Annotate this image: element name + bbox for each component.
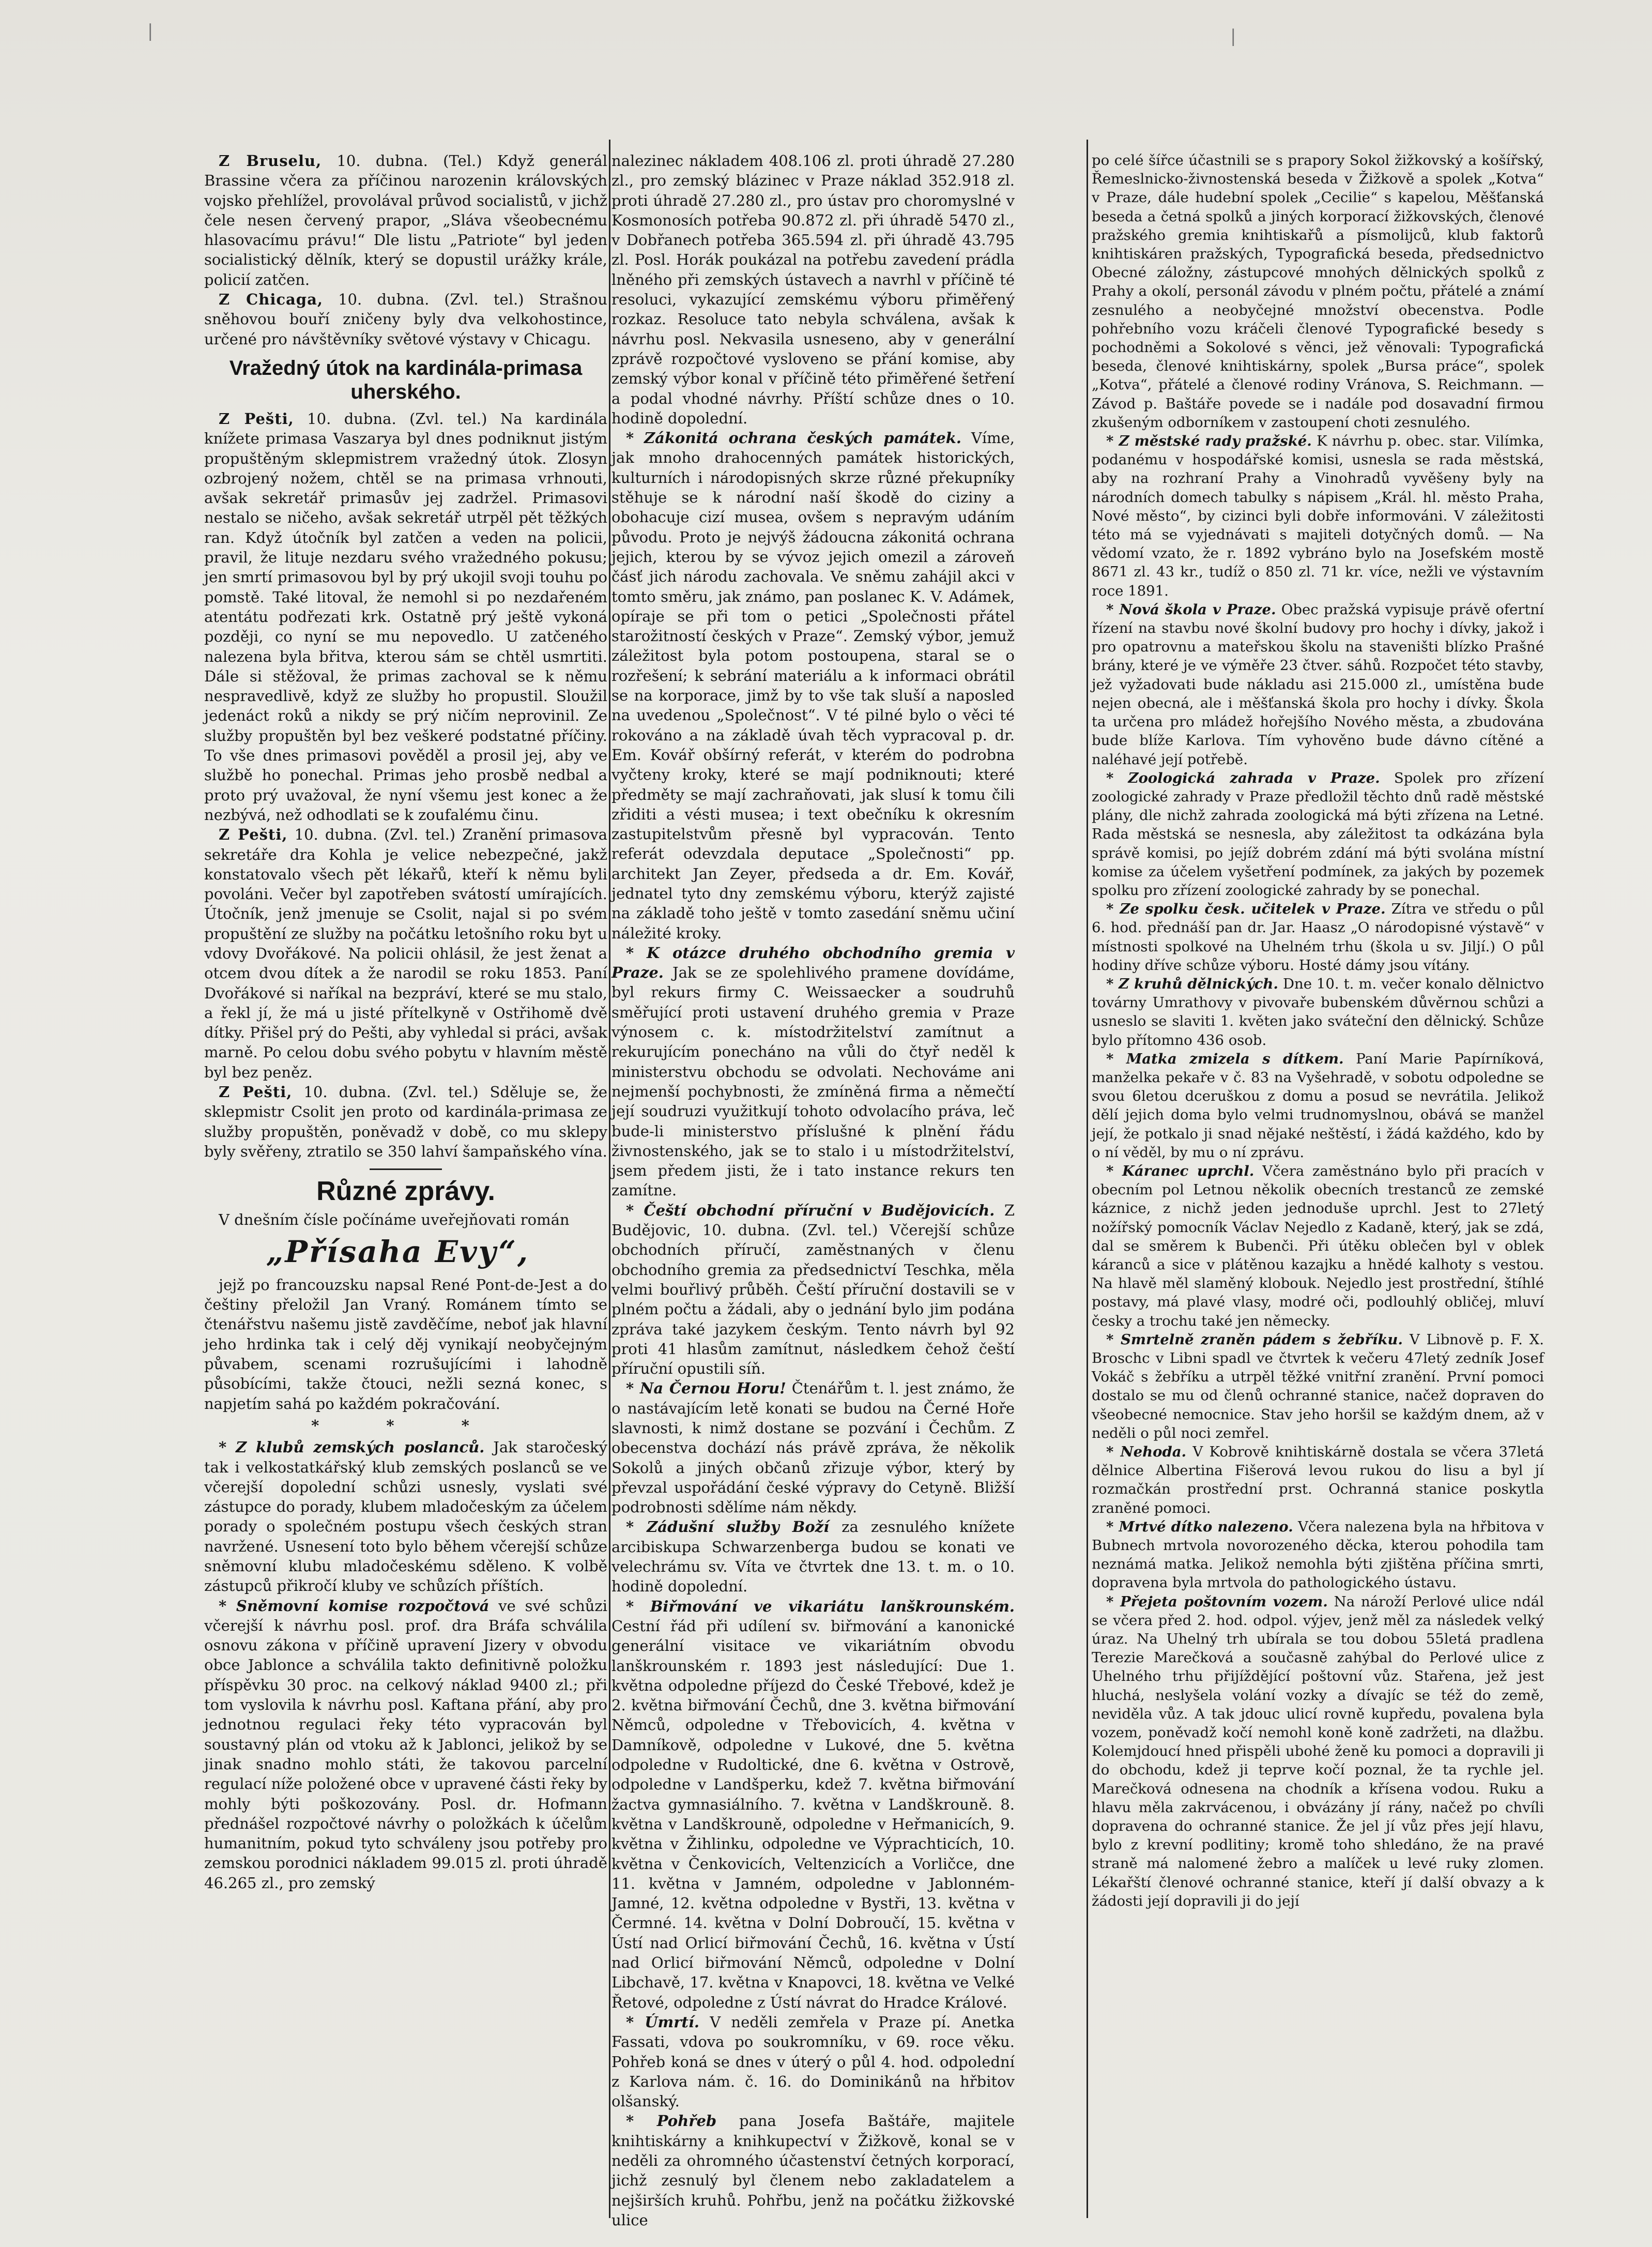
dispatch-text: 10. dubna. (Tel.) Když generál Brassine včera za příčinou narozenin královských vojsko přehlížel, provolával průvod socialistů, v jichž čele nesen červený prapor, „Sláva všeobecnému hlasovacímu právu!“ Dle listu „Patriote“ byl jeden socialistický dělník, který se dopustil urážky krále, policií zatčen. bbox=[204, 152, 607, 289]
news-heading: * K otázce druhého obchodního gremia v Praze. bbox=[611, 944, 1015, 982]
news-text: K návrhu p. obec. star. Vilímka, podanému v hospodářské komisi, usnesla se rada městská, aby na rozhraní Prahy a Vinohradů vyvěšeny byly na národních domech tabulky s nápisem „Král. hl. město Praha, Nové město“, by cizinci byli dobře informováni. V záležitosti této má se vyjednávati s majiteli dotyčných domů. — Na vědomí vzato, že r. 1892 vybráno bylo na Josefském mostě 8671 zl. 43 kr., tudíž o 850 zl. 71 kr. více, nežli ve výstavním roce 1891. bbox=[1092, 433, 1544, 599]
dispatch bbox=[204, 825, 607, 1082]
news-heading: * Přejeta poštovním vozem. bbox=[1106, 1593, 1328, 1610]
news-heading: * Čeští obchodní příruční v Budějovicích. bbox=[626, 1201, 995, 1219]
news-text: Cestní řád při udílení sv. biřmování a kanonické generální visitace ve vikariátním obvodu lanškrounském r. 1893 jest následující: Due 1. května odpoledne příjezd do České Třebové, kdež je 2. května biřmování Čechů, dne 3. května biřmování Němců, odpoledne v Třebovicích, 4. května v Damníkově, odpoledne v Lukové, dne 5. května odpoledne v Rudoltické, dne 6. května v Ostrově, odpoledne v Landšperku, kdež 7. května biřmování žactva gymnasiálního. 7. května v Landškrouně. 8. května v Landškrouně, odpoledne v Heřmanicích, 9. května v Žihlinku, odpoledne ve Výprachticích, 10. května v Čenkovicích, Veltenzicích a Vorličce, dne 11. května v Jamném, odpoledne v Jablonném-Jamné, 12. května odpoledne v Bystři, 13. května v Čermné. 14. května v Dolní Dobroučí, 15. května v Ústí nad Orlicí biřmování Čechů, 16. května v Ústí nad Orlicí biřmování Němců, odpoledne v Dolní Libchavě, 17. května v Knapovci, 18. května ve Velké Řetové, odpoledne z Ústí návrat do Hradce Králové. bbox=[611, 1617, 1015, 2011]
news-text: Spolek pro zřízení zoologické zahrady v Praze předložil těchto dnů radě městské plány, dle nichž zahrada zoologická má býti zřízena na Letné. Rada městská se nesnesla, aby záležitost ta odkázána byla správě komisi, po jejíž dobrém zdání má býti svolána místní komise za účelem vyšetření podmínek, za jakých by pozemek spolku pro zřízení zoologické zahrady by se ponechal. bbox=[1092, 769, 1544, 899]
news-text: pana Josefa Baštáře, majitele knihtiskárny a knihkupectví v Žižkově, konal se v neděli za ohromného účastenství četných korporací, jichž zesnulý byl členem nebo zakladatelem a nejširších kruhů. Pohřbu, jenž na počátku žižkovské ulice bbox=[611, 2112, 1015, 2229]
dispatch-dateline: Z Pešti, bbox=[219, 1083, 293, 1101]
news-item bbox=[1092, 1330, 1544, 1443]
news-text: Včera nalezena byla na hřbitova v Bubnech mrtvola novorozeného děcka, kterou pohodila tam neznámá matka. Jelikož nemohla býti zjištěna příčina smrti, dopravena byla mrtvola do pathologického ústavu. bbox=[1092, 1518, 1544, 1591]
news-heading: * Zoologická zahrada v Praze. bbox=[1106, 769, 1380, 786]
news-text: za zesnulého knížete arcibiskupa Schwarzenberga budou se konati ve velechrámu sv. Víta ve čtvrtek dne 13. t. m. o 10. hodině dopolední. bbox=[611, 1518, 1015, 1596]
news-item bbox=[611, 2012, 1015, 2111]
news-text: Na nároží Perlové ulice ndál se včera před 2. hod. odpol. výjev, jenž měl za následek velký úraz. Na Uhelný trh ubírala se tou dobou 55letá pradlena Terezie Marečková a současně zahýbal do Perlové ulice z Uhelného trhu přijíždějící poštovní vůz. Stařena, jež jest hluchá, neslyšela volání vozky a dívajíc se též do země, neviděla vůz. A tak jdouc ulicí rovně kupředu, povalena byla vozem, poněvadž kočí nemohl koně koně zadržeti, na dlažbu. Kolemjdoucí hned přispěli ubohé ženě ku pomoci a dopravili ji do obchodu, kdež ji teprve kočí poznal, že ta rychle jel. Marečková odnesena na chodník a křísena vodou. Ruku a hlavu měla zakrvácenou, i obvázány jí rány, načež po chvíli dopravena do ochranné stanice. Že jel jí vůz přes její hlavu, bylo z krevní podlitiny; kromě toho shledáno, že na pravé straně má nalomené žebro a malíček u levé ruky zlomen. Lékařští členové ochranné stanice, kteří jí další obvazy a k žádosti její dopravili ji do její bbox=[1092, 1593, 1544, 1909]
news-item bbox=[611, 1517, 1015, 1596]
news-heading: * Mrtvé dítko nalezeno. bbox=[1106, 1518, 1293, 1535]
continued-text: po celé šířce účastnili se s prapory Sokol žižkovský a košířský, Řemeslnicko-živnostenská beseda v Žižkově a spolek „Kotva“ v Praze, dále hudební spolek „Cecilie“ s kapelou, Měšťanská beseda a četná spolků a jiných korporací žižkovských, členové pražského gremia knihtiskařů a písmolijců, klub faktorů knihtiskáren pražských, Typografická beseda, předsednictvo Obecné záložny, zástupcové mnohých dělnických spolků z Prahy a okolí, personál závodu v plném počtu, přátelé a známí zesnulého a neobyčejné množství obecenstva. Podle pohřebního vozu kráčeli členové Typografické besedy s pochodněmi a Sokolové s věnci, jež věnovali: Typografická beseda, členové knihtiskárny, spolek „Bursa práce“, spolek „Kotva“, přátelé a členové rodiny Vránova, S. Reichmann. — Závod p. Baštáře povede se i nadále pod dosavadní firmou zkušeným odborníkem v zastoupení choti zesnulého. bbox=[1092, 152, 1544, 431]
news-text: ve své schůzi včerejší k návrhu posl. prof. dra Bráfa schválila osnovu zákona v příčině upravení Jizery v obvodu obce Jablonce a schválila takto definitivně položku příspěvku 30 proc. na celkový náklad 9400 zl.; při tom vyslovila k návrhu posl. Kaftana přání, aby pro jednotnou regulaci řeky této vypracován byl soustavný plán od vtoku až k Jablonci, jelikož by se jinak snadno mohlo státi, že takovou parcelní regulací níže položené obce v upravené části řeky by mohly býti poškozovány. Posl. dr. Hofmann přednášel rozpočtové návrhy o položkách k účelům humanitním, pokud tyto schváleny jsou potřeby pro zemskou porodnici nákladem 99.015 zl. proti úhradě 46.265 zl., pro zemský bbox=[204, 1597, 607, 1892]
news-item bbox=[1092, 432, 1544, 600]
news-heading: * Z klubů zemských poslanců. bbox=[219, 1438, 485, 1456]
dispatch-text: 10. dubna. (Zvl. tel.) Zranění primasova sekretáře dra Kohla je velice nebezpečné, jakž konstatovalo všech pět lékařů, kteří k němu byli povoláni. Večer byl zapotřeben svátostí umírajících. Útočník, jenž jmenuje se Csolit, najal si po svém propuštění ze služby na počátku letošního roku byt u vdovy Dvořákové. Na policii ohlásil, že jest ženat a otcem dvou dítek a že narodil se roku 1853. Paní Dvořákové si naříkal na bezpráví, které se mu stalo, a řekl jí, že má u jisté přítelkyně v Ostřihomě dvě dítky. Přišel prý do Pešti, aby vyhledal si práci, avšak marně. Po celou dobu svého pobytu v hlavním městě byl bez peněz. bbox=[204, 826, 607, 1081]
dispatch-dateline: Z Pešti, bbox=[219, 409, 294, 428]
news-item bbox=[1092, 1517, 1544, 1592]
dispatch bbox=[204, 1082, 607, 1161]
news-text: Z Budějovic, 10. dubna. (Zvl. tel.) Včerejší schůze obchodních příručí, zaměstnaných v členu obchodního gremia za předsednictví Teschka, měla velmi bouřlivý průběh. Čeští příruční dostavili se v plném počtu a žádali, aby o jednání bylo jim podána zpráva také jazykem českým. Tento návrh byl 92 proti 41 hlasům zamítnut, následkem čehož čeští příruční opustili síň. bbox=[611, 1201, 1015, 1378]
news-heading: * Smrtelně zraněn pádem s žebříku. bbox=[1106, 1331, 1403, 1348]
news-text: Zítra ve středu o půl 6. hod. přednáší pan dr. Jar. Haasz „O národopisné výstavě“ v místnosti spolkové na Uhelném trhu (škola u sv. Jiljí.) O půl hodiny dříve schůze výboru. Hosté dámy jsou vítány. bbox=[1092, 901, 1544, 974]
news-item bbox=[1092, 975, 1544, 1050]
news-item bbox=[1092, 600, 1544, 769]
novel-title: „Přísaha Evy“, bbox=[266, 1234, 530, 1269]
margin-mark: | bbox=[147, 21, 154, 41]
continued-text: nalezinec nákladem 408.106 zl. proti úhradě 27.280 zl., pro zemský blázinec v Praze náklad 352.918 zl. proti úhradě 27.280 zl., pro ústav pro choromyslné v Kosmonosích potřeba 90.872 zl. při úhradě 5470 zl., v Dobřanech potřeba 365.594 zl. při úhradě 43.795 zl. Posl. Horák poukázal na potřebu zavedení prádla lněného při zemských ústavech a navrhl v příčině té resoluci, vykazující zemskému výboru přiměřený rozkaz. Resoluce tato nebyla schválena, avšak k návrhu posl. Nekvasila usneseno, aby v generální zprávě rozpočtové vysloveno se přání komise, aby zemský výbor konal v příčině této přiměřené šetření a podal vhodné návrhy. Příští schůze dnes o 10. hodině dopolední. bbox=[611, 152, 1015, 427]
news-item bbox=[611, 1201, 1015, 1379]
news-item bbox=[611, 2111, 1015, 2230]
news-heading: * Na Černou Horu! bbox=[626, 1379, 786, 1398]
dispatch-text: 10. dubna. (Zvl. tel.) Na kardinála knížete primasa Vaszarya byl dnes podniknut jistým propuštěným sklepmistrem vražedný útok. Zlosyn ozbrojený nožem, chtěl se na primasa vrhnouti, avšak sekretář primasův jej zadržel. Primasovi nestalo se ničeho, avšak sekretář utrpěl pět těžkých ran. Když útočník byl zatčen a veden na policii, pravil, že lituje nezdaru svého vražedného pokusu; jen smrtí primasovou byl by prý ukojil svoji touhu po pomstě. Také litoval, že nemohl si po nezdařeném atentátu podřezati krk. Ostatně prý ještě vykoná později, co nyní se mu nepovedlo. U zatčeného nalezena byla břitva, kterou sám se chtěl usmrtiti. Dále si stěžoval, že primas zachoval se k němu nespravedlivě, když ze služby ho propustil. Sloužil jedenáct roků a nikdy se prý ničím neprovinil. Ze služby propuštěn byl bez veškeré podstatné příčiny. To vše dnes primasovi pověděl a prosil jej, aby ve službě ho ponechal. Primas jeho prosbě nedbal a proto prý uvažoval, že nyní všemu jest konec a že nezbývá, než odhodlati se k zoufalému činu. bbox=[204, 409, 607, 824]
news-heading: * Matka zmizela s dítkem. bbox=[1106, 1050, 1344, 1067]
news-item bbox=[611, 1597, 1015, 2012]
dispatch-text: 10. dubna. (Zvl. tel.) Strašnou sněhovou bouří zničeny byly dva velkohostince, určené pro návštěvníky světové výstavy v Chicagu. bbox=[204, 291, 608, 348]
news-text: V Kobrově knihtiskárně dostala se včera 37letá dělnice Albertina Fišerová levou rukou do lisu a byl jí rozmačkán prostřední prst. Ochranná stanice poskytla zraněné pomoci. bbox=[1092, 1444, 1544, 1516]
news-item bbox=[204, 1596, 607, 1893]
dispatch-dateline: Z Chicaga, bbox=[219, 291, 323, 309]
news-item bbox=[1092, 1050, 1544, 1162]
news-heading: * Z kruhů dělnických. bbox=[1106, 975, 1278, 992]
headline: Vražedný útok na kardinála-primasa uherského. bbox=[229, 356, 583, 403]
dispatch bbox=[204, 290, 607, 349]
section-title: Různé zprávy. bbox=[316, 1176, 495, 1207]
news-heading: * Úmrtí. bbox=[626, 2013, 700, 2031]
column-rule bbox=[1087, 140, 1088, 2218]
dispatch bbox=[204, 409, 607, 825]
news-heading: * Káranec uprchl. bbox=[1106, 1162, 1255, 1179]
news-item bbox=[1092, 1592, 1544, 1910]
news-item bbox=[1092, 1443, 1544, 1517]
dispatch bbox=[204, 151, 607, 290]
news-text: Obec pražská vypisuje právě ofertní řízení na stavbu nové školní budovy pro hochy i dívky, jakož i pro opatrovnu a mateřskou školu na staveništi blízko Prašné brány, které je ve výměře 23 čtver. sáhů. Rozpočet této stavby, jež vyžadovati bude nákladu asi 215.000 zl., umístěna bude nejen obecná, ale i měšťanská škola pro hochy i dívky. Škola ta určena pro mládež hořejšího Nového města, a zbudována bude blíže Karlova. Tím vyhověno bude dávno cítěné a naléhavé její potřebě. bbox=[1092, 601, 1544, 768]
dispatch-text: 10. dubna. (Zvl. tel.) Sděluje se, že sklepmistr Csolit jen proto od kardinála-primasa ze služby propuštěn, poněvadž v době, co mu sklepy byly svěřeny, ztratilo se 350 lahví šampaňského vína. bbox=[204, 1083, 607, 1160]
news-heading: * Z městské rady pražské. bbox=[1106, 433, 1312, 450]
news-text: Jak staročeský tak i velkostatkářský klub zemských poslanců se ve včerejší dopolední schůzi usnesly, vyslati své zástupce do porady, klubem mladočeským za účelem porady o společném postupu všech českých stran navržené. Usnesení toto bylo během včerejší schůze sněmovní klubu mladočeskému sděleno. K volbě zástupců přikročí kluby ve schůzích příštích. bbox=[204, 1438, 607, 1595]
news-item bbox=[611, 1378, 1015, 1517]
news-text: Jak se ze spolehlivého pramene dovídáme, byl rekurs firmy C. Weissaecker a soudruhů směřující proti ustavení druhého gremia v Praze výnosem c. k. místodržitelství zamítnut a rekurujícím ponecháno na vůli do čtyř neděl k ministerstvu obchodu se odvolati. Nechováme ani nejmenší pochybnosti, že zmíněná firma a němečtí její soudruzi využitkují tohoto odvolacího práva, leč bude-li ministerstvo příslušné k plnění řádu živnostenského, jak se to stalo i u místodržitelství, jsem předem jisti, že i tato instance rekurs ten zamítne. bbox=[611, 964, 1015, 1200]
novel-text: jejž po francouzsku napsal René Pont-de-Jest a do češtiny přeložil Jan Vraný. Románem tímto se čtenářstvu našemu jistě zavděčíme, neboť jak hlavní jeho hrdinka tak i celý děj vynikají neobyčejným půvabem, scenami rozrušujícími i lahodně působícími, takže čtouci, nežli sezná konec, s napjetím sahá po každém pokračování. bbox=[204, 1276, 607, 1413]
news-text: Čtenářům t. l. jest známo, že o nastávajícím letě konati se budou na Černé Hoře slavnosti, k nimž dostane se pozvání i Čechům. Z obecenstva dochází nás právě zpráva, že několik Sokolů a jiných občanů zřizuje výbor, který by převzal uspořádání české výpravy do Cetyně. Bližší podrobnosti sdělíme nám někdy. bbox=[611, 1379, 1015, 1516]
column-2 bbox=[611, 151, 1015, 2229]
news-text: Včera zaměstnáno bylo při pracích v obecním pol Letnou několik obecních trestanců ze zemské káznice, z nichž jeden jednoduše uprchl. Jest to 27letý nožířský pomocník Václav Nejedlo z Kadaně, který, jak se zdá, dal se směrem k Bubenči. Při útěku oblečen byl v oblek káranců a sice v plátěnou kazajku a hnědé kalhoty s vestou. Na hlavě měl slaměný klobouk. Nejedlo jest prostřední, štíhlé postavy, má plavé vlasy, modré oči, podlouhlý obličej, mluví česky a trochu také jen německy. bbox=[1092, 1162, 1544, 1329]
column-1 bbox=[204, 151, 607, 2214]
news-heading: * Zákonitá ochrana českých památek. bbox=[626, 429, 961, 447]
news-heading: * Nová škola v Praze. bbox=[1106, 601, 1276, 618]
stars-divider: * * * bbox=[311, 1416, 500, 1434]
news-item bbox=[1092, 769, 1544, 900]
separator bbox=[370, 1168, 442, 1170]
news-item bbox=[611, 428, 1015, 943]
column-3 bbox=[1092, 151, 1544, 2214]
news-text: V Libnově p. F. X. Broschc v Libni spadl ve čtvrtek k večeru 47letý zedník Josef Vokáč s žebříku a utrpěl těžké vnitřní zranění. První pomoci dostalo se mu od členů ochranné stanice, načež dopraven do všeobecné nemocnice. Stav jeho horšil se každým dnem, až v neděli o půl noci zemřel. bbox=[1092, 1331, 1544, 1441]
news-heading: * Biřmování ve vikariátu lanškrounském. bbox=[626, 1597, 1015, 1615]
news-heading: * Pohřeb bbox=[626, 2112, 717, 2130]
news-heading: * Sněmovní komise rozpočtová bbox=[219, 1597, 490, 1615]
news-heading: * Ze spolku česk. učitelek v Praze. bbox=[1106, 901, 1386, 918]
novel-intro: V dnešním čísle počínáme uveřejňovati román bbox=[219, 1210, 570, 1228]
news-heading: * Zádušní služby Boží bbox=[626, 1518, 830, 1536]
news-heading: * Nehoda. bbox=[1106, 1444, 1187, 1461]
news-item bbox=[1092, 1162, 1544, 1330]
news-text: Paní Marie Papírníková, manželka pekaře v č. 83 na Vyšehradě, v sobotu odpoledne se svou 6letou dceruškou z domu a posud se nevrátila. Jelikož dělí jejich doma bylo velmi trudnomyslnou, obává se manžel její, že potkalo ji snad nějaké neštěstí, i žádá každého, kdo by o ní věděl, by mu o ní zprávu. bbox=[1092, 1050, 1544, 1161]
news-item bbox=[204, 1437, 607, 1596]
news-text: Dne 10. t. m. večer konalo dělnictvo továrny Umrathovy v pivovaře bubenském důvěrnou schůzi a usneslo se slaviti 1. květen jako sváteční den dělnický. Schůze bylo přítomno 436 osob. bbox=[1092, 975, 1544, 1049]
column-rule bbox=[609, 140, 610, 2218]
dispatch-dateline: Z Bruselu, bbox=[219, 152, 322, 170]
news-text: Víme, jak mnoho drahocenných památek historických, kulturních i národopisných skrze různé překupníky stěhuje se k národní naší škodě do ciziny a obohacuje cizí musea, ovšem s nepravým udáním původu. Proto je nejvýš žádoucna zákonitá ochrana jejich, kterou by se vývoz jejich omezil a zároveň čásť jich národu zachovala. Ve sněmu zahájil akci v tomto směru, jak známo, pan poslanec K. V. Adámek, opíraje se při tom o petici „Společnosti přátel starožitností českých v Praze“. Zemský výbor, jemuž záležitost byla potom postoupena, staral se o rozřešení; k sebrání materiálu a k informaci obrátil se na korporace, jimž by to vše tak sluší a naposled na uvedenou „Společnost“. V té pilné bylo o věci té rokováno a na základě úvah těch vypracoval p. dr. Em. Kovář obšírný referát, v kterém do podrobna vyčteny kroky, které se mají podniknouti; které předměty se mají zachraňovati, jak slusí k tomu čili zřiditi a vésti musea; i text obečníku k okresním zastupitelstvům přesně byl vypracován. Tento referát odevzdala deputace „Společnosti“ pp. architekt Jan Zeyer, předseda a dr. Em. Kovář, jednatel tyto dny zemskému výboru, kterýž zajisté na základě toho ještě v tomto zasedání sněmu učiní náležité kroky. bbox=[611, 429, 1015, 942]
dispatch-dateline: Z Pešti, bbox=[219, 826, 288, 844]
news-item bbox=[1092, 900, 1544, 975]
news-text: V neděli zemřela v Praze pí. Anetka Fassati, vdova po soukromníku, v 69. roce věku. Pohřeb koná se dnes v úterý o půl 4. hod. odpolední z Karlova nám. č. 16. do Dominikánů na hřbitov olšanský. bbox=[611, 2013, 1015, 2111]
news-item bbox=[611, 943, 1015, 1201]
margin-mark: | bbox=[1230, 26, 1236, 47]
